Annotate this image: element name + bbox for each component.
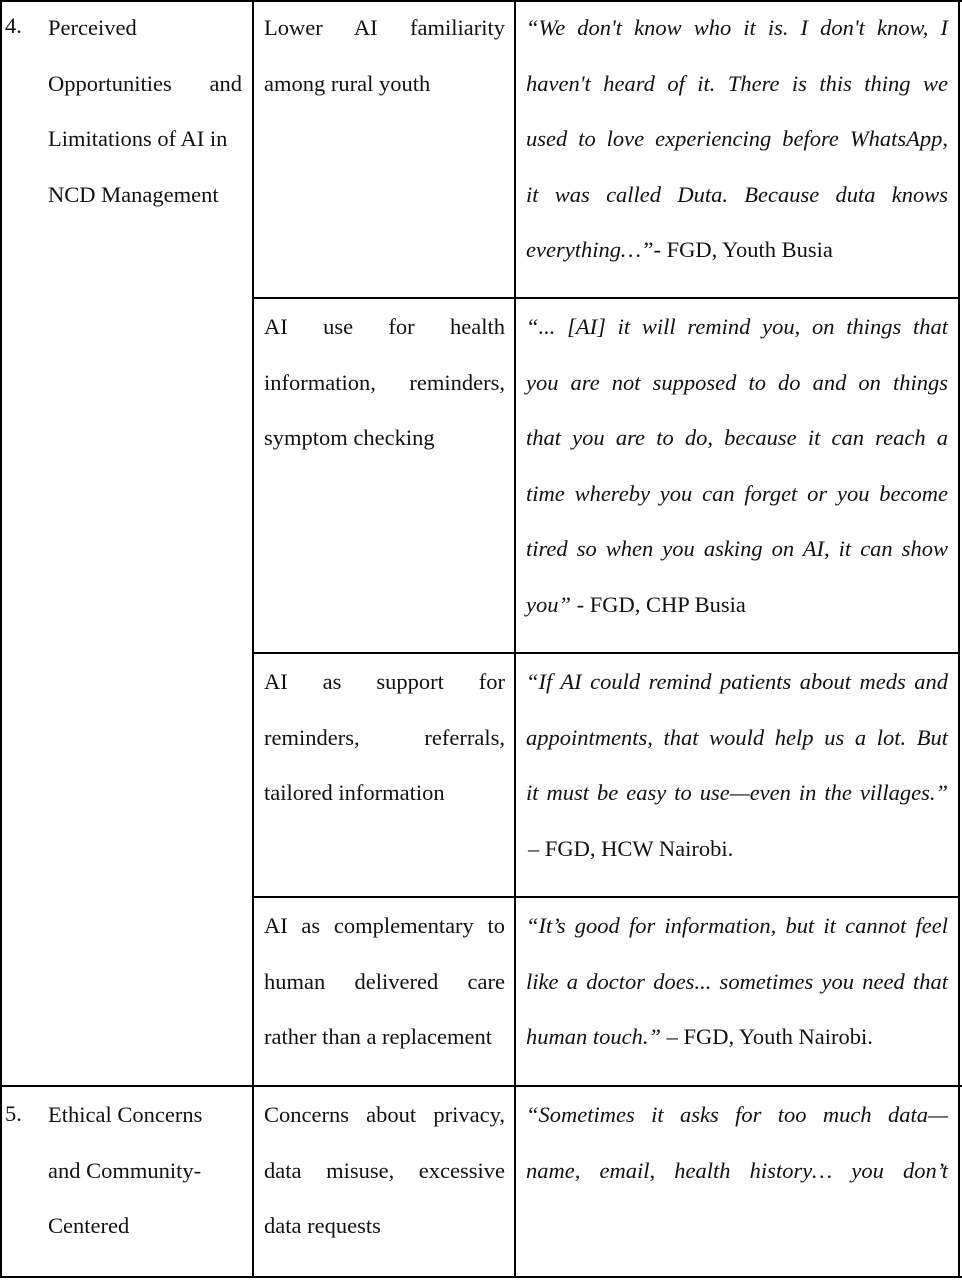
theme-cell [48, 0, 242, 222]
quote-line: everything…” [526, 237, 654, 262]
quote-line: name, email, health history… you don’t [526, 1157, 948, 1183]
row-number: 4. [5, 13, 22, 38]
code-line: symptom checking [264, 425, 435, 450]
quote-line: it must be easy to use—even in the villages.” [526, 780, 948, 805]
code-line: data misuse, excessive [264, 1157, 505, 1183]
code-line: rather than a replacement [264, 1024, 492, 1049]
quote-source: - FGD, Youth Busia [653, 237, 833, 262]
quote-line: time whereby you can forget or you become [526, 480, 948, 506]
quote-line: “If AI could remind patients about meds and [526, 669, 948, 694]
theme-cell [48, 1087, 242, 1254]
theme-line: Perceived [48, 15, 137, 40]
code-cell [264, 299, 505, 466]
quote-cell [526, 898, 948, 1065]
code-line: among rural youth [264, 70, 431, 96]
quote-cell [526, 0, 948, 278]
quote-line: “We don't know who it is. I don't know, I [526, 15, 948, 40]
code-cell [264, 1087, 505, 1254]
theme-line: and Community- [48, 1157, 202, 1183]
quote-cell [526, 654, 948, 876]
quote-line: “It’s good for information, but it cannot feel [526, 913, 948, 938]
code-cell [264, 654, 505, 821]
code-line: Lower AI familiarity [264, 15, 505, 40]
border-bottom [0, 1276, 962, 1278]
quote-source: – FGD, Youth Nairobi. [661, 1024, 873, 1049]
row-number: 5. [5, 1101, 22, 1126]
code-cell [264, 898, 505, 1065]
quote-line: haven't heard of it. There is this thing we [526, 70, 948, 96]
quote-source: – FGD, HCW Nairobi. [528, 835, 734, 861]
theme-line: Limitations of AI in [48, 126, 228, 151]
quote-line: you” [526, 591, 571, 617]
quote-line: used to love experiencing before WhatsApp, [526, 126, 948, 151]
code-line: AI as complementary to [264, 913, 505, 938]
quote-line: it was called Duta. Because duta knows [526, 181, 948, 207]
quote-line: human touch.” [526, 1024, 661, 1049]
quote-line: “Sometimes it asks for too much data— [526, 1102, 948, 1127]
quote-line: you are not supposed to do and on things [526, 369, 948, 395]
code-line: tailored information [264, 780, 445, 805]
theme-line: Ethical Concerns [48, 1102, 203, 1127]
quote-line: like a doctor does... sometimes you need that [526, 968, 948, 994]
theme-line: Opportunities and [48, 70, 242, 96]
code-line: AI use for health [264, 314, 505, 339]
quote-line: that you are to do, because it can reach a [526, 425, 948, 450]
quote-line: “... [AI] it will remind you, on things that [526, 314, 948, 339]
code-line: data requests [264, 1213, 381, 1238]
code-line: Concerns about privacy, [264, 1102, 505, 1127]
quote-cell [526, 299, 948, 632]
quote-line: appointments, that would help us a lot. But [526, 724, 948, 750]
code-line: reminders, referrals, [264, 724, 505, 750]
theme-line: Centered [48, 1213, 130, 1238]
code-line: AI as support for [264, 669, 505, 694]
quote-cell [526, 1087, 948, 1198]
code-line: human delivered care [264, 968, 505, 994]
quote-line: tired so when you asking on AI, it can show [526, 536, 948, 561]
code-line: information, reminders, [264, 369, 505, 395]
theme-line: NCD Management [48, 181, 219, 207]
code-cell [264, 0, 505, 111]
quote-source: - FGD, CHP Busia [571, 591, 746, 617]
